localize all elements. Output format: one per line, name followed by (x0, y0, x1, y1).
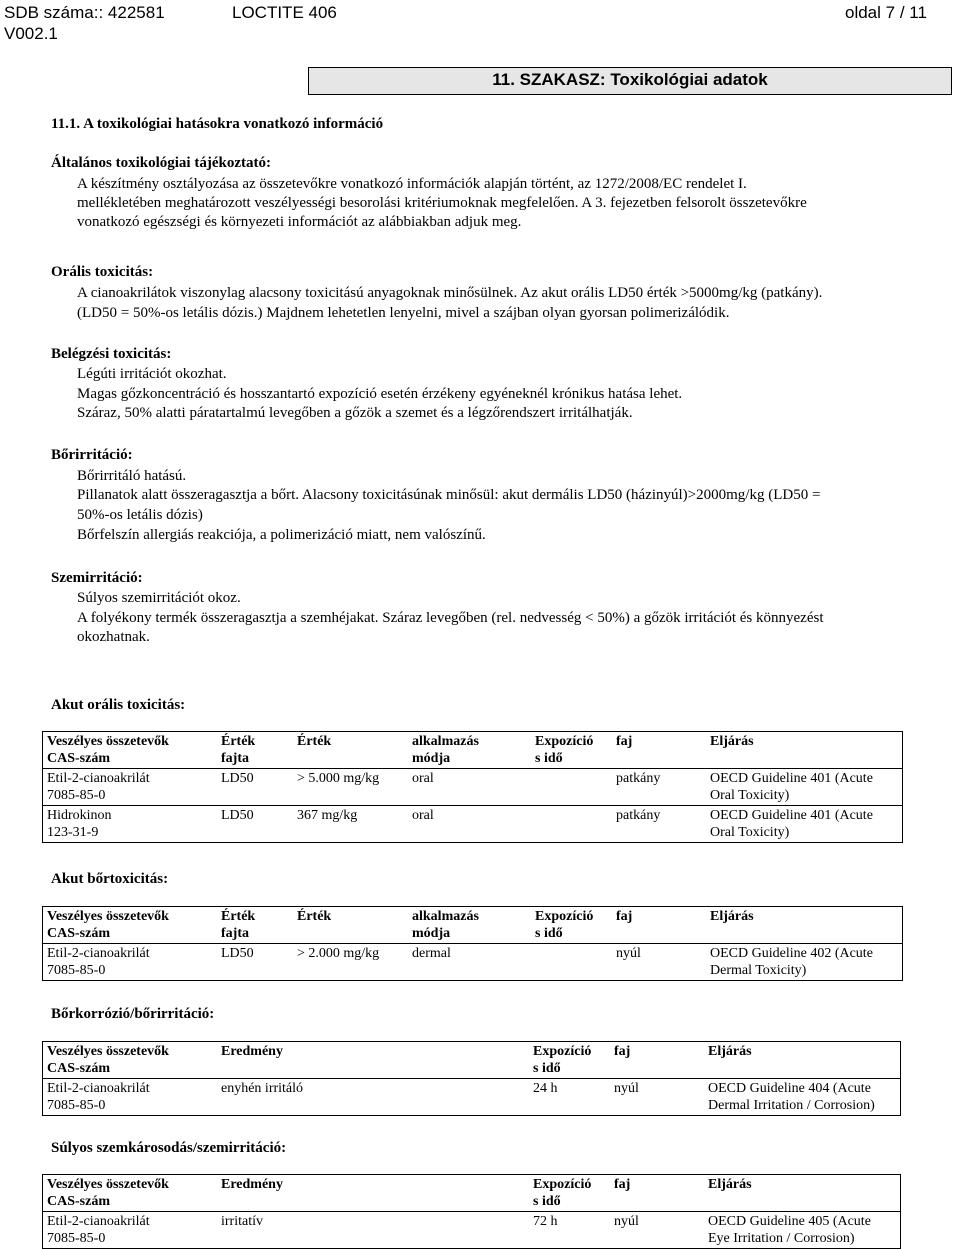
column-header: Veszélyes összetevők CAS-szám (43, 1175, 218, 1212)
t2-grid (42, 906, 903, 981)
section-title: 11. SZAKASZ: Toxikológiai adatok (492, 70, 768, 89)
table-cell: nyúl (614, 1214, 639, 1229)
table-cell: Etil-2-cianoakrilát 7085-85-0 (47, 771, 150, 803)
table-cell: 72 h (533, 1214, 558, 1229)
version: V002.1 (4, 24, 58, 43)
table-cell: nyúl (616, 946, 641, 961)
table-cell: LD50 (221, 946, 254, 961)
skin-line: 50%-os letális dózis) (77, 507, 203, 523)
acute-oral-title: Akut orális toxicitás: (51, 697, 186, 713)
table-cell: OECD Guideline 402 (Acute Dermal Toxicity) (710, 946, 873, 978)
table-header-row (43, 907, 903, 944)
column-header: Érték (293, 732, 408, 769)
general-line: mellékletében meghatározott veszélyességi besorolási kritériumoknak megfelelően. A 3. fejezetben felsorolt összetevőkre (77, 195, 807, 211)
general-line: A készítmény osztályozása az összetevőkre vonatkozó információk alapján történt, az 1272/2008/EC rendelet I. (77, 176, 747, 192)
general-line: vonatkozó egészségi és környezeti információt az alábbiakban adjuk meg. (77, 214, 522, 230)
skin-corrosion-title: Bőrkorrózió/bőrirritáció: (51, 1006, 215, 1022)
inhalation-line: Magas gőzkoncentráció és hosszantartó expozíció esetén érzékeny egyéneknél krónikus hatása lehet. (77, 386, 683, 402)
skin-line: Bőrirritáló hatású. (77, 468, 187, 484)
table-cell: patkány (616, 771, 661, 786)
sdb-number: SDB száma:: 422581 (4, 3, 165, 22)
oral-line: (LD50 = 50%-os letális dózis.) Majdnem lehetetlen lenyelni, mivel a szájban olyan gyorsan polimerizálódik. (77, 305, 730, 321)
general-heading: Általános toxikológiai tájékoztató: (51, 155, 271, 171)
column-header: Eljárás (706, 907, 903, 944)
column-header: faj (612, 907, 706, 944)
table-cell: Etil-2-cianoakrilát 7085-85-0 (47, 946, 150, 978)
column-header: Érték (293, 907, 408, 944)
column-header: Veszélyes összetevők CAS-szám (43, 1042, 218, 1079)
column-header: alkalmazás módja (408, 907, 531, 944)
column-header: faj (612, 732, 706, 769)
table-cell: Etil-2-cianoakrilát 7085-85-0 (47, 1214, 150, 1246)
column-header: Eljárás (704, 1042, 901, 1079)
column-header: Eredmény (217, 1175, 529, 1212)
eye-heading: Szemirritáció: (51, 570, 143, 586)
column-header: Expozíció s idő (529, 1175, 610, 1212)
section-bar (308, 67, 952, 95)
table-row (43, 769, 903, 806)
column-header: alkalmazás módja (408, 732, 531, 769)
table-cell: patkány (612, 806, 706, 843)
table-cell: > 2.000 mg/kg (297, 946, 380, 961)
table-cell: nyúl (614, 1081, 639, 1096)
inhalation-line: Száraz, 50% alatti páratartalmú levegőben a gőzök a szemet és a légzőrendszert irritálhatják. (77, 405, 633, 421)
table-cell: dermal (412, 946, 451, 961)
eye-line: Súlyos szemirritációt okoz. (77, 590, 241, 606)
t1-grid (42, 731, 903, 843)
oral-line: A cianoakrilátok viszonylag alacsony toxicitású anyagoknak minősülnek. Az akut orális LD50 érték >5000mg/kg (patkány). (77, 285, 823, 301)
column-header: Érték fajta (217, 907, 293, 944)
table-row (43, 944, 903, 981)
table-cell: OECD Guideline 401 (Acute Oral Toxicity) (706, 806, 903, 843)
table-cell: Hidrokinon 123-31-9 (43, 806, 218, 843)
column-header: Eljárás (706, 732, 903, 769)
inhalation-line: Légúti irritációt okozhat. (77, 366, 227, 382)
t4-grid (42, 1174, 901, 1249)
skin-line: Pillanatok alatt összeragasztja a bőrt. Alacsony toxicitásúnak minősül: akut dermális LD50 (házinyúl)>2000mg/kg (LD50 = (77, 487, 821, 503)
column-header: Expozíció s idő (529, 1042, 610, 1079)
subsection-title: 11.1. A toxikológiai hatásokra vonatkozó információ (51, 116, 384, 132)
table-cell: irritatív (221, 1214, 263, 1229)
eye-line: A folyékony termék összeragasztja a szemhéjakat. Száraz levegőben (rel. nedvesség < 50%) a gőzök irritációt és könnyezést (77, 610, 824, 626)
product-name: LOCTITE 406 (232, 3, 337, 22)
eye-damage-title: Súlyos szemkárosodás/szemirritáció: (51, 1140, 287, 1156)
table-cell: OECD Guideline 404 (Acute Dermal Irritation / Corrosion) (708, 1081, 875, 1113)
t3-grid (42, 1041, 901, 1116)
table-header-row (43, 732, 903, 769)
column-header: faj (610, 1042, 704, 1079)
table-row (43, 806, 903, 843)
table-cell: oral (412, 771, 434, 786)
table-cell: LD50 (221, 771, 254, 786)
table-row (43, 1212, 901, 1249)
column-header: Veszélyes összetevők CAS-szám (43, 732, 218, 769)
table-cell: oral (408, 806, 531, 843)
column-header: Eredmény (217, 1042, 529, 1079)
table-cell: OECD Guideline 401 (Acute Oral Toxicity) (710, 771, 873, 803)
table-cell: OECD Guideline 405 (Acute Eye Irritation / Corrosion) (708, 1214, 871, 1246)
table-cell (531, 806, 612, 843)
table-cell (531, 769, 612, 806)
table-header-row (43, 1175, 901, 1212)
column-header: Eljárás (704, 1175, 901, 1212)
table-cell (531, 944, 612, 981)
table-cell: LD50 (217, 806, 293, 843)
inhalation-heading: Belégzési toxicitás: (51, 346, 172, 362)
oral-heading: Orális toxicitás: (51, 264, 154, 280)
column-header: Érték fajta (217, 732, 293, 769)
eye-line: okozhatnak. (77, 629, 150, 645)
page-number: oldal 7 / 11 (845, 3, 927, 22)
column-header: Expozíció s idő (531, 732, 612, 769)
column-header: faj (610, 1175, 704, 1212)
table-cell: 367 mg/kg (293, 806, 408, 843)
table-cell: Etil-2-cianoakrilát 7085-85-0 (47, 1081, 150, 1113)
skin-line: Bőrfelszín allergiás reakciója, a polimerizáció miatt, nem valószínű. (77, 527, 486, 543)
table-header-row (43, 1042, 901, 1079)
acute-dermal-title: Akut bőrtoxicitás: (51, 871, 169, 887)
table-cell: > 5.000 mg/kg (297, 771, 380, 786)
skin-heading: Bőrirritáció: (51, 447, 133, 463)
column-header: Veszélyes összetevők CAS-szám (43, 907, 218, 944)
column-header: Expozíció s idő (531, 907, 612, 944)
table-cell: enyhén irritáló (221, 1081, 304, 1096)
table-row (43, 1079, 901, 1116)
table-cell: 24 h (533, 1081, 558, 1096)
